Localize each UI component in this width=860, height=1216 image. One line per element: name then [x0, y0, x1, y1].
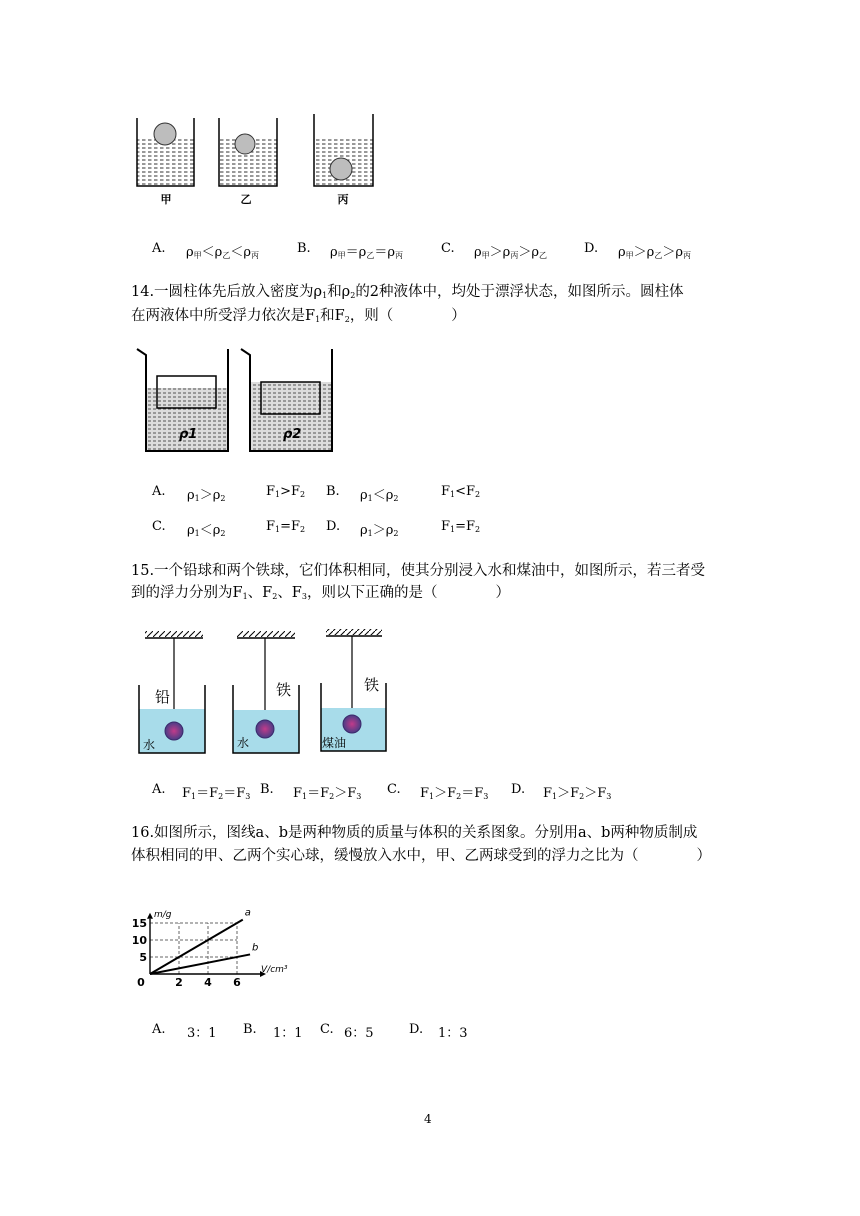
y-tick-5: 5 [139, 951, 147, 964]
ball-bing [330, 158, 352, 180]
q16-option-a: 3：1 [187, 1026, 217, 1041]
q14-stem-line1: 14.一圆柱体先后放入密度为$\rho_1$和$\rho_2$的2种液体中，均处于漂浮状态，如图所示。圆柱体 [131, 284, 684, 300]
label-rho1: ρ1 [179, 427, 198, 442]
q16-option-b: 1：1 [273, 1026, 303, 1041]
container-bing [314, 114, 373, 186]
q15-option-a-label: A. [152, 782, 166, 797]
q13-option-c: $\rho_甲>\rho_丙>\rho_乙$ [474, 245, 547, 260]
q13-option-a: $\rho_甲<\rho_乙<\rho_丙$ [186, 245, 259, 260]
mass-volume-chart [130, 890, 288, 995]
beaker-rho1 [137, 349, 228, 451]
y-tick-15: 15 [131, 917, 147, 930]
series-label-a: a [244, 907, 251, 919]
q15-option-c: $F_1>F_2=F_3$ [420, 786, 489, 801]
setup-iron-water [233, 631, 299, 753]
q15-stem-line1: 15.一个铅球和两个铁球，它们体积相同，使其分别浸入水和煤油中，如图所示，若三者受 [131, 563, 706, 579]
lead-ball [165, 722, 183, 740]
chart-axes [147, 913, 266, 977]
ball-label-lead: 铅 [155, 688, 171, 706]
q14-option-c-f: $F_1=F_2$ [266, 519, 306, 534]
label-bing: 丙 [337, 193, 349, 206]
beaker-rho2 [241, 349, 332, 451]
q13-option-b: $\rho_甲=\rho_乙=\rho_丙$ [330, 245, 403, 260]
ball-label-iron-2: 铁 [364, 676, 380, 694]
q16-option-c: 6：5 [344, 1026, 374, 1041]
iron-ball-1 [256, 720, 274, 738]
label-rho2: ρ2 [283, 427, 302, 442]
q15-option-d: $F_1>F_2>F_3$ [543, 786, 612, 801]
setup-iron-kerosene [321, 629, 386, 751]
q16-option-d: 1：3 [438, 1026, 468, 1041]
q15-option-d-label: D. [511, 782, 526, 797]
q15-stem-line2: 到的浮力分别为$F_1$、$F_2$、$F_3$，则以下正确的是（ ） [131, 585, 510, 601]
q15-option-b-label: B. [260, 782, 274, 797]
q13-option-b-label: B. [297, 241, 311, 256]
ball-yi [235, 134, 255, 154]
q16-option-a-label: A. [152, 1022, 166, 1037]
chart-ticks [131, 907, 288, 989]
q15-option-a: $F_1=F_2=F_3$ [182, 786, 251, 801]
q14-option-a-f: $F_1>F_2$ [266, 484, 306, 499]
liquid-label-water-2: 水 [237, 736, 250, 750]
setup-lead-water [139, 631, 205, 753]
series-label-b: b [252, 942, 259, 954]
q14-option-c-rho: $\rho_1<\rho_2$ [187, 523, 226, 538]
q14-option-b-label: B. [326, 484, 340, 499]
ball-label-iron-1: 铁 [276, 681, 292, 699]
iron-ball-2 [343, 715, 361, 733]
q14-option-b-f: $F_1<F_2$ [441, 484, 481, 499]
q13-figure [130, 110, 390, 215]
page-number: 4 [424, 1112, 432, 1126]
y-axis-label: m/g [154, 909, 172, 920]
x-tick-2: 2 [175, 976, 183, 989]
q15-figure [135, 625, 395, 760]
ball-jia [154, 123, 176, 145]
liquid-label-water-1: 水 [143, 738, 156, 752]
x-tick-6: 6 [233, 976, 241, 989]
y-tick-10: 10 [131, 934, 147, 947]
label-jia: 甲 [160, 193, 172, 206]
q15-option-b: $F_1=F_2>F_3$ [293, 786, 362, 801]
container-yi [219, 118, 277, 186]
q14-option-d-label: D. [326, 519, 341, 534]
x-tick-4: 4 [204, 976, 212, 989]
q13-option-a-label: A. [152, 241, 166, 256]
q13-option-d: $\rho_甲>\rho_乙>\rho_丙$ [618, 245, 691, 260]
q16-stem-line2: 体积相同的甲、乙两个实心球，缓慢放入水中，甲、乙两球受到的浮力之比为（ ） [131, 848, 711, 864]
q15-option-c-label: C. [387, 782, 401, 797]
x-axis-label: V/cm³ [261, 965, 288, 975]
q14-option-d-f: $F_1=F_2$ [441, 519, 481, 534]
q16-option-d-label: D. [409, 1022, 424, 1037]
x-tick-0: 0 [137, 976, 145, 989]
q14-option-c-label: C. [152, 519, 166, 534]
q14-option-d-rho: $\rho_1>\rho_2$ [360, 523, 399, 538]
q14-option-b-rho: $\rho_1<\rho_2$ [360, 488, 399, 503]
label-yi: 乙 [240, 193, 252, 206]
q13-option-d-label: D. [584, 241, 599, 256]
q13-option-c-label: C. [441, 241, 455, 256]
q14-stem-line2: 在两液体中所受浮力依次是$F_1$和$F_2$，则（ ） [131, 308, 466, 324]
q14-figure [133, 347, 348, 457]
q16-option-b-label: B. [243, 1022, 257, 1037]
q16-stem-line1: 16.如图所示，图线a、b是两种物质的质量与体积的关系图象。分别用a、b两种物质制成 [131, 825, 698, 841]
q14-option-a-label: A. [152, 484, 166, 499]
q16-option-c-label: C. [320, 1022, 334, 1037]
q14-option-a-rho: $\rho_1>\rho_2$ [187, 488, 226, 503]
liquid-label-kerosene: 煤油 [322, 736, 347, 750]
container-jia [137, 118, 194, 186]
y-axis-arrow [147, 913, 153, 919]
